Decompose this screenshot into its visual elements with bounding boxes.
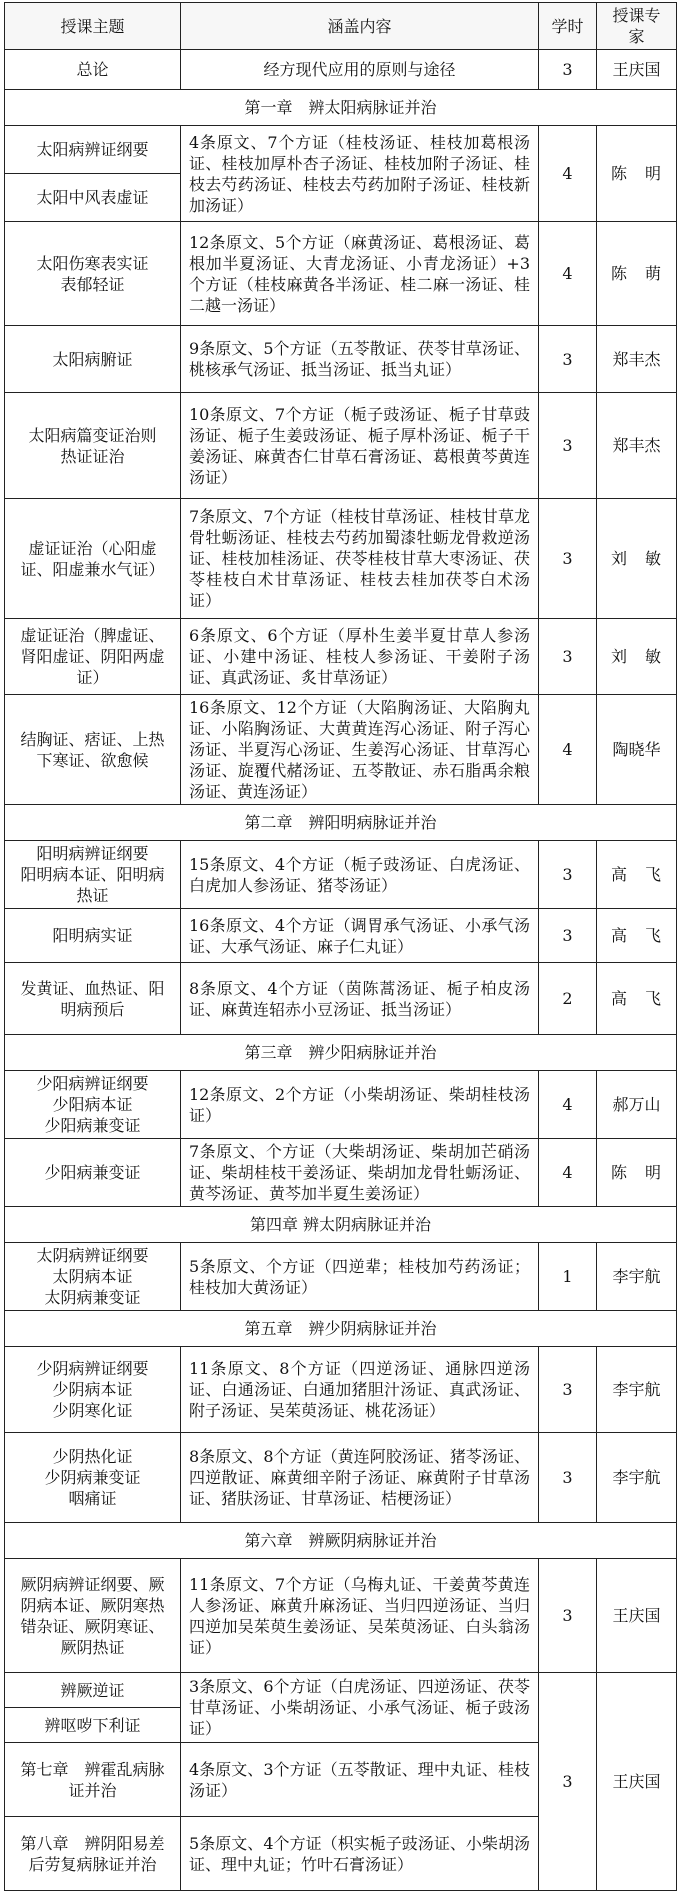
row-expert: 陈 明	[597, 126, 677, 222]
topic-line: 阳明病本证、阳明病	[20, 865, 165, 884]
row-content: 5条原文、个方证（四逆辈；桂枝加芍药汤证；桂枝加大黄汤证）	[181, 1243, 539, 1311]
row-expert: 刘 敏	[597, 619, 677, 695]
row-expert: 高 飞	[597, 963, 677, 1035]
topic-line: 虚证证治（脾虚证、	[20, 626, 165, 645]
topic-line: 太阴病本证	[52, 1267, 133, 1286]
chapter-row-1	[5, 90, 677, 126]
row-content: 7条原文、个方证（大柴胡汤证、柴胡加芒硝汤证、柴胡桂枝干姜汤证、柴胡加龙骨牡蛎汤证、黄芩汤证、黄芩加半夏生姜汤证）	[181, 1139, 539, 1207]
row-content: 6条原文、6个方证（厚朴生姜半夏甘草人参汤证、小建中汤证、桂枝人参汤证、干姜附子汤证、真武汤证、炙甘草汤证）	[181, 619, 539, 695]
topic-line: 太阳伤寒表实证	[36, 253, 149, 273]
chapter-row-5	[5, 1311, 677, 1347]
row-content: 8条原文、8个方证（黄连阿胶汤证、猪苓汤证、四逆散证、麻黄细辛附子汤证、麻黄附子甘草汤证、猪肤汤证、甘草汤证、桔梗汤证）	[181, 1433, 539, 1523]
row-hours: 3	[539, 909, 597, 963]
topic-line: 热证证治	[60, 446, 125, 466]
row-topic	[5, 1347, 181, 1433]
topic-line: 少阴病兼变证	[44, 1468, 141, 1487]
topic-line: 厥阴热证	[60, 1637, 125, 1657]
topic-line: 证）	[76, 668, 109, 687]
table-row	[5, 963, 677, 1035]
topic-line: 肾阳虚证、阴阳两虚	[20, 647, 165, 666]
row-hours: 3	[539, 326, 597, 393]
row-expert: 高 飞	[597, 909, 677, 963]
header-row	[5, 3, 677, 50]
row-content: 11条原文、7个方证（乌梅丸证、干姜黄芩黄连人参汤证、麻黄升麻汤证、当归四逆汤证、当归四逆加吴茱萸生姜汤证、吴茱萸汤证、白头翁汤证）	[181, 1559, 539, 1673]
row-hours: 4	[539, 1071, 597, 1139]
header-content: 涵盖内容	[181, 3, 539, 50]
row-content: 16条原文、12个方证（大陷胸汤证、大陷胸丸证、小陷胸汤证、大黄黄连泻心汤证、附子泻心汤证、半夏泻心汤证、生姜泻心汤证、甘草泻心汤证、旋覆代赭汤证、五苓散证、赤石脂禹余粮汤证、黄连汤证）	[181, 695, 539, 805]
row-topic	[5, 1243, 181, 1311]
row-topic	[5, 695, 181, 805]
course-table	[4, 2, 677, 1891]
table-row	[5, 1071, 677, 1139]
topic-line: 阳明病辨证纲要	[36, 844, 149, 863]
overview-row	[5, 50, 677, 90]
row-topic: 辨呕哕下利证	[5, 1708, 181, 1743]
row-content: 4条原文、3个方证（五苓散证、理中丸证、桂枝汤证）	[181, 1743, 539, 1817]
topic-line: 少阳病兼变证	[44, 1163, 141, 1182]
overview-topic: 总论	[5, 50, 181, 90]
row-topic	[5, 1743, 181, 1817]
topic-line: 后劳复病脉证并治	[28, 1854, 157, 1874]
topic-line: 第八章 辨阴阳易差	[20, 1833, 165, 1853]
row-topic	[5, 1433, 181, 1523]
row-hours: 3	[539, 499, 597, 619]
row-topic	[5, 393, 181, 499]
topic-line: 第七章 辨霍乱病脉	[20, 1759, 165, 1779]
table-row	[5, 1673, 677, 1708]
topic-line: 证并治	[68, 1780, 117, 1800]
topic-line: 厥阴病辨证纲要、厥	[20, 1574, 165, 1594]
row-expert: 郑丰杰	[597, 393, 677, 499]
topic-line: 热证	[76, 886, 109, 905]
topic-line: 阴病本证、厥阴寒热	[20, 1595, 165, 1615]
table-row	[5, 695, 677, 805]
row-expert: 李宇航	[597, 1243, 677, 1311]
topic-line: 阳明病实证	[52, 926, 133, 945]
chapter-title-2: 第二章 辨阳明病脉证并治	[5, 805, 677, 841]
chapter-title-4: 第四章 辨太阴病脉证并治	[5, 1207, 677, 1243]
table-row	[5, 1433, 677, 1523]
header-topic: 授课主题	[5, 3, 181, 50]
table-row	[5, 499, 677, 619]
row-topic	[5, 1559, 181, 1673]
row-expert: 李宇航	[597, 1347, 677, 1433]
row-topic	[5, 222, 181, 326]
table-row	[5, 126, 677, 174]
row-topic	[5, 963, 181, 1035]
topic-line: 少阳病辨证纲要	[36, 1074, 149, 1093]
row-hours: 3	[539, 619, 597, 695]
row-hours: 3	[539, 841, 597, 909]
topic-line: 少阴病辨证纲要	[36, 1359, 149, 1378]
table-row	[5, 619, 677, 695]
row-hours: 3	[539, 1347, 597, 1433]
row-content: 8条原文、4个方证（茵陈蒿汤证、栀子柏皮汤证、麻黄连轺赤小豆汤证、抵当汤证）	[181, 963, 539, 1035]
table-row	[5, 326, 677, 393]
row-hours: 4	[539, 695, 597, 805]
row-content: 7条原文、7个方证（桂枝甘草汤证、桂枝甘草龙骨牡蛎汤证、桂枝去芍药加蜀漆牡蛎龙骨救逆汤证、桂枝加桂汤证、茯苓桂枝甘草大枣汤证、茯苓桂枝白术甘草汤证、桂枝去桂加茯苓白术汤证）	[181, 499, 539, 619]
row-expert: 陈 明	[597, 1139, 677, 1207]
topic-line: 错杂证、厥阴寒证、	[20, 1616, 165, 1636]
row-content: 9条原文、5个方证（五苓散证、茯苓甘草汤证、桃核承气汤证、抵当汤证、抵当丸证）	[181, 326, 539, 393]
topic-line: 太阳病腑证	[52, 349, 133, 369]
chapter-row-4	[5, 1207, 677, 1243]
row-expert: 陶晓华	[597, 695, 677, 805]
table-row	[5, 393, 677, 499]
overview-hours: 3	[539, 50, 597, 90]
row-content: 16条原文、4个方证（调胃承气汤证、小承气汤证、大承气汤证、麻子仁丸证）	[181, 909, 539, 963]
table-row	[5, 1347, 677, 1433]
topic-line: 虚证证治（心阳虚	[28, 538, 157, 558]
row-content: 12条原文、5个方证（麻黄汤证、葛根汤证、葛根加半夏汤证、大青龙汤证、小青龙汤证）+3个方证（桂枝麻黄各半汤证、桂二麻一汤证、桂二越一汤证）	[181, 222, 539, 326]
row-topic	[5, 841, 181, 909]
row-topic: 辨厥逆证	[5, 1673, 181, 1708]
table-row	[5, 841, 677, 909]
topic-line: 表郁轻证	[60, 274, 125, 294]
row-expert: 王庆国	[597, 1559, 677, 1673]
row-expert: 王庆国	[597, 1673, 677, 1891]
row-content: 15条原文、4个方证（栀子豉汤证、白虎汤证、白虎加人参汤证、猪苓汤证）	[181, 841, 539, 909]
row-content: 11条原文、8个方证（四逆汤证、通脉四逆汤证、白通汤证、白通加猪胆汁汤证、真武汤证、附子汤证、吴茱萸汤证、桃花汤证）	[181, 1347, 539, 1433]
row-topic	[5, 326, 181, 393]
row-hours: 3	[539, 1559, 597, 1673]
row-expert: 郝万山	[597, 1071, 677, 1139]
row-content: 12条原文、2个方证（小柴胡汤证、柴胡桂枝汤证）	[181, 1071, 539, 1139]
topic-line: 少阳病兼变证	[44, 1116, 141, 1135]
chapter-title-1: 第一章 辨太阳病脉证并治	[5, 90, 677, 126]
row-topic	[5, 499, 181, 619]
overview-expert: 王庆国	[597, 50, 677, 90]
table-row	[5, 1243, 677, 1311]
table-row	[5, 909, 677, 963]
chapter-title-3: 第三章 辨少阳病脉证并治	[5, 1035, 677, 1071]
topic-line: 太阴病兼变证	[44, 1288, 141, 1307]
row-expert: 高 飞	[597, 841, 677, 909]
row-expert: 陈 萌	[597, 222, 677, 326]
chapter-row-3	[5, 1035, 677, 1071]
row-content: 4条原文、7个方证（桂枝汤证、桂枝加葛根汤证、桂枝加厚朴杏子汤证、桂枝加附子汤证、桂枝去芍药汤证、桂枝去芍药加附子汤证、桂枝新加汤证）	[181, 126, 539, 222]
row-hours: 4	[539, 1139, 597, 1207]
overview-content: 经方现代应用的原则与途径	[181, 50, 539, 90]
topic-line: 少阴热化证	[52, 1447, 133, 1466]
chapter-title-5: 第五章 辨少阴病脉证并治	[5, 1311, 677, 1347]
row-expert: 刘 敏	[597, 499, 677, 619]
row-hours: 4	[539, 222, 597, 326]
row-content: 5条原文、4个方证（枳实栀子豉汤证、小柴胡汤证、理中丸证；竹叶石膏汤证）	[181, 1817, 539, 1891]
row-topic	[5, 1139, 181, 1207]
row-content: 10条原文、7个方证（栀子豉汤证、栀子甘草豉汤证、栀子生姜豉汤证、栀子厚朴汤证、栀子干姜汤证、麻黄杏仁甘草石膏汤证、葛根黄芩黄连汤证）	[181, 393, 539, 499]
topic-line: 发黄证、血热证、阳	[20, 978, 165, 998]
row-topic: 太阳中风表虚证	[5, 174, 181, 222]
topic-line: 结胸证、痞证、上热	[20, 729, 165, 749]
table-row	[5, 1139, 677, 1207]
row-hours: 1	[539, 1243, 597, 1311]
topic-line: 太阴病辨证纲要	[36, 1246, 149, 1265]
row-content: 3条原文、6个方证（白虎汤证、四逆汤证、茯苓甘草汤证、小柴胡汤证、小承气汤证、栀子豉汤证）	[181, 1673, 539, 1743]
row-hours: 2	[539, 963, 597, 1035]
header-expert: 授课专家	[597, 3, 677, 50]
row-hours: 3	[539, 1673, 597, 1891]
row-hours: 4	[539, 126, 597, 222]
topic-line: 少阳病本证	[52, 1095, 133, 1114]
row-topic	[5, 1817, 181, 1891]
table-row	[5, 222, 677, 326]
topic-line: 下寒证、欲愈候	[36, 750, 149, 770]
row-topic: 太阳病辨证纲要	[5, 126, 181, 174]
row-hours: 3	[539, 393, 597, 499]
topic-line: 明病预后	[60, 999, 125, 1019]
topic-line: 太阳病篇变证治则	[28, 425, 157, 445]
header-hours: 学时	[539, 3, 597, 50]
row-topic	[5, 1071, 181, 1139]
row-expert: 郑丰杰	[597, 326, 677, 393]
chapter-row-6	[5, 1523, 677, 1559]
chapter-title-6: 第六章 辨厥阴病脉证并治	[5, 1523, 677, 1559]
row-expert: 李宇航	[597, 1433, 677, 1523]
topic-line: 咽痛证	[68, 1489, 117, 1508]
row-topic	[5, 619, 181, 695]
row-hours: 3	[539, 1433, 597, 1523]
table-row	[5, 1559, 677, 1673]
topic-line: 证、阳虚兼水气证）	[20, 559, 165, 579]
topic-line: 少阴寒化证	[52, 1401, 133, 1420]
chapter-row-2	[5, 805, 677, 841]
row-topic	[5, 909, 181, 963]
topic-line: 少阴病本证	[52, 1380, 133, 1399]
